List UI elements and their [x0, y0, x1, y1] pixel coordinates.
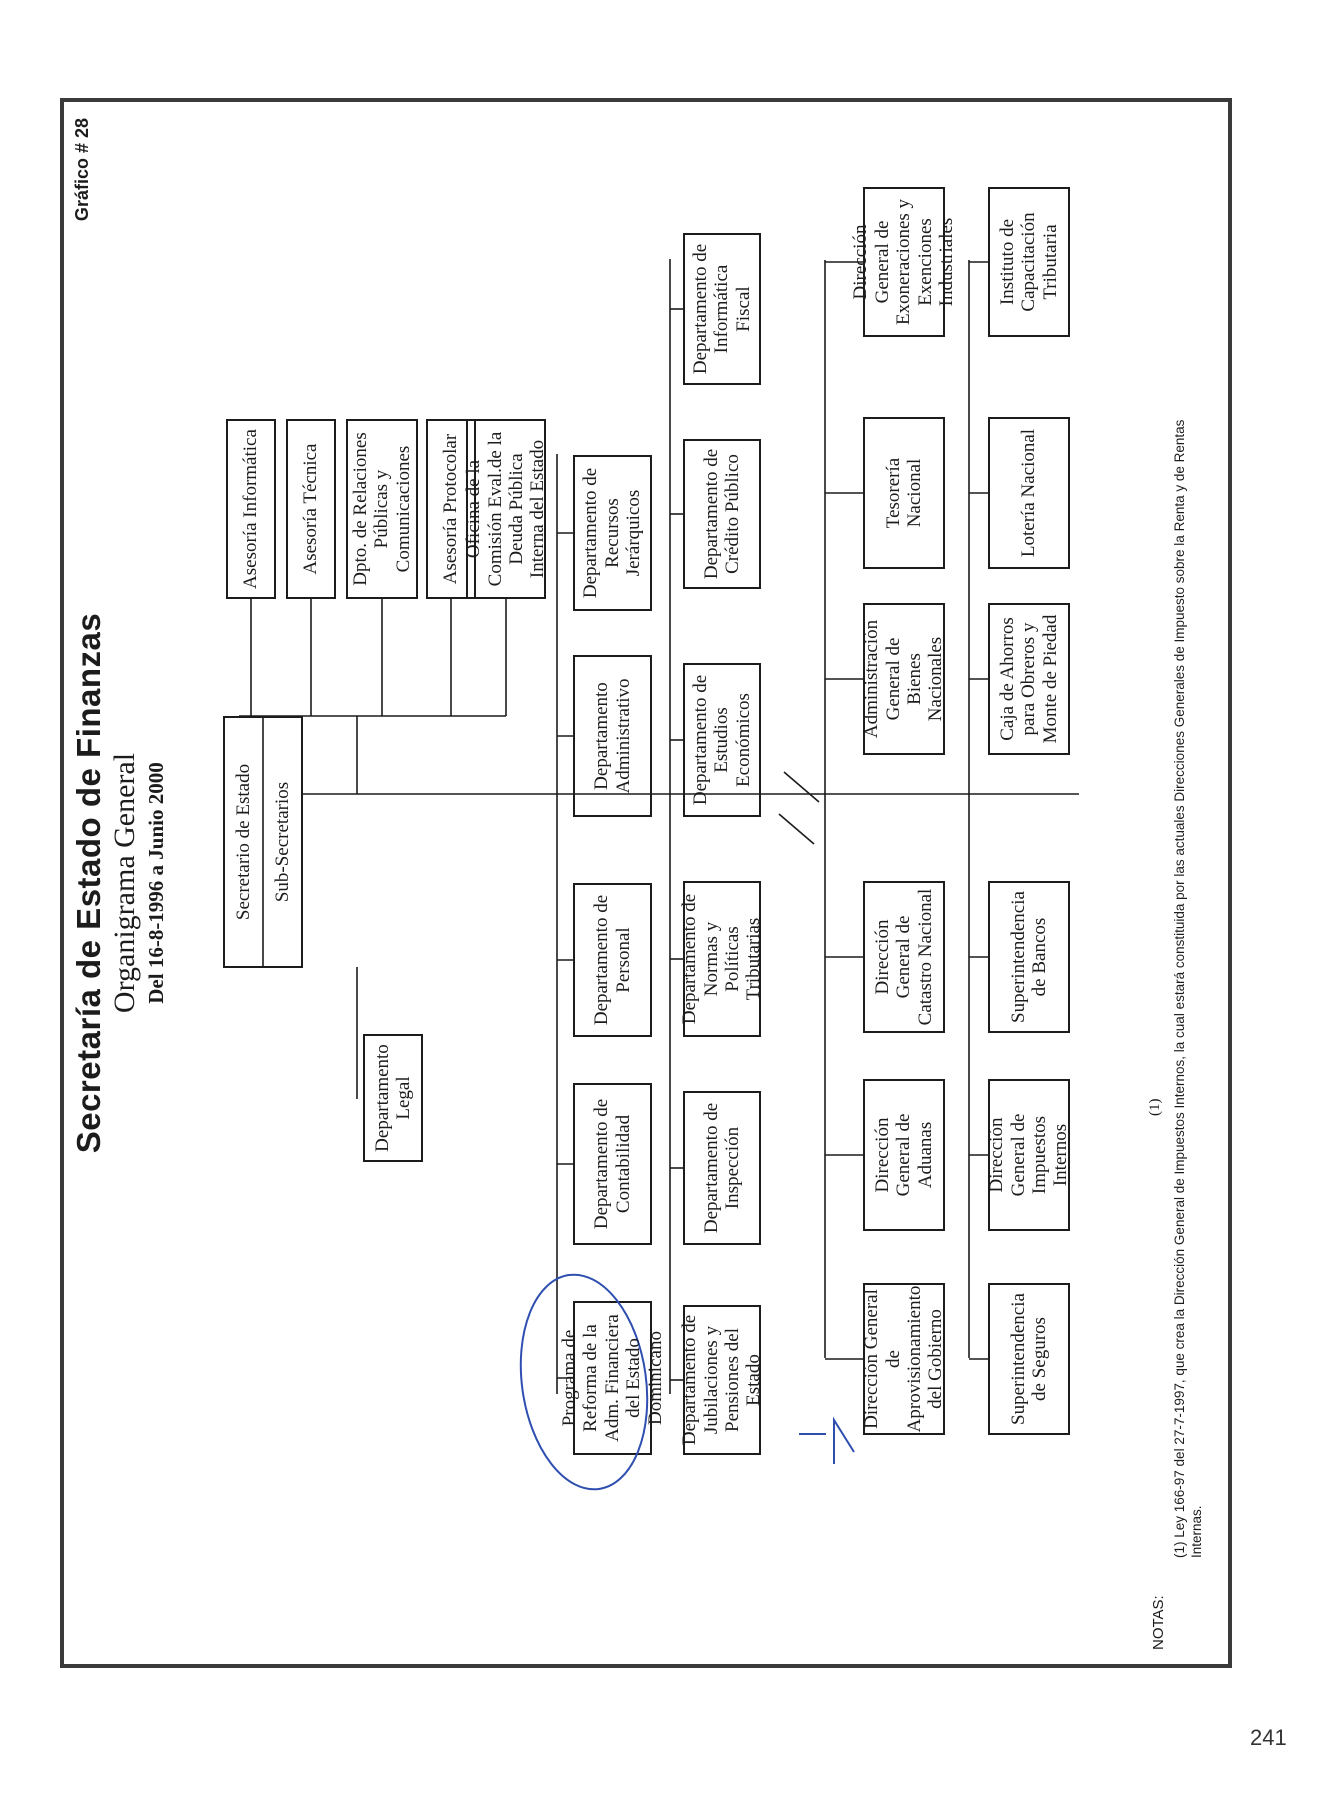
advisory-item-3: Asesoría Protocolar	[440, 433, 462, 585]
department-row1-item-2: Departamento de Personal	[591, 894, 634, 1026]
footnote-marker: (1)	[1147, 1098, 1163, 1116]
department-row1-item-4: Departamento de Recursos Jerárquicos	[580, 467, 645, 599]
dependency-row2-item-5: Instituto de Capacitación Tributaria	[996, 212, 1061, 312]
spine-break-mark	[779, 814, 814, 844]
advisory-item-2: Dpto. de Relaciones Públicas y Comunicaciones	[349, 432, 414, 586]
department-row2-item-0: Departamento de Jubilaciones y Pensiones del Estado	[679, 1314, 765, 1446]
department-row2-item-5: Departamento de Informática Fiscal	[689, 243, 754, 375]
chart-title: Secretaría de Estado de Finanzas	[70, 612, 107, 1154]
dependency-row1-item-3: Administración General de Bienes Nacionales	[861, 619, 947, 739]
department-row2-item-1: Departamento de Inspección	[700, 1102, 743, 1234]
department-row2-item-3: Departamento de Estudios Económicos	[689, 674, 754, 806]
head-title: Secretario de Estado	[233, 763, 255, 921]
dependency-row2-item-2: Superintendencia de Bancos	[1007, 891, 1050, 1023]
footnote-text: (1) Ley 166-97 del 27-7-1997, que crea la Dirección General de Impuestos Internos, la cual estará constituida por las actuales Direcciones Generales de Impuesto sobre la Renta y de Rentas Internas.	[1172, 419, 1204, 1558]
dependency-row1-item-0: Dirección General de Aprovisionamiento del Gobierno	[861, 1285, 947, 1433]
department-row1-item-3: Departamento Administrativo	[591, 678, 634, 794]
department-row2-item-4: Departamento de Crédito Público	[700, 448, 743, 580]
dependency-row2-item-3: Caja de Ahorros para Obreros y Monte de Piedad	[996, 614, 1061, 744]
legal-department: Departamento Legal	[371, 1044, 414, 1152]
advisory-item-1: Asesoría Técnica	[300, 443, 322, 575]
dependency-row1-item-4: Tesorería Nacional	[882, 457, 925, 529]
advisory-item-0: Asesoría Informática	[240, 429, 262, 589]
org-chart-sheet	[64, 102, 1228, 1664]
dependency-row1-item-2: Dirección General de Catastro Nacional	[871, 888, 936, 1026]
head-subtitle: Sub-Secretarios	[272, 781, 294, 903]
department-row1-item-1: Departamento de Contabilidad	[591, 1098, 634, 1230]
handdrawn-arrow-annotation	[799, 1420, 854, 1464]
dependency-row2-item-0: Superintendencia de Seguros	[1007, 1293, 1050, 1425]
chart-period: Del 16-8-1996 a Junio 2000	[144, 762, 168, 1004]
dependency-row2-item-1: Dirección General de Impuestos Internos	[986, 1113, 1072, 1197]
department-row2-item-2: Departamento de Normas y Políticas Tributarias	[679, 893, 765, 1025]
dependency-row1-item-5: Dirección General de Exoneraciones y Exenciones Industriales	[850, 198, 958, 326]
department-row1-item-0: Programa de Reforma de la Adm. Financiera del Estado Dominicano	[558, 1314, 666, 1442]
spine-break-mark	[784, 772, 819, 802]
page-number: 241	[1250, 1725, 1287, 1750]
dependency-row1-item-1: Dirección General de Aduanas	[871, 1113, 936, 1197]
chart-number: Gráfico # 28	[72, 118, 92, 222]
notes-label: NOTAS:	[1150, 1595, 1167, 1650]
advisory-item-4: Oficina de la Comisión Eval.de la Deuda Pública Interna del Estado	[463, 431, 549, 587]
chart-subtitle: Organigrama General	[108, 752, 141, 1014]
dependency-row2-item-4: Lotería Nacional	[1018, 428, 1040, 558]
